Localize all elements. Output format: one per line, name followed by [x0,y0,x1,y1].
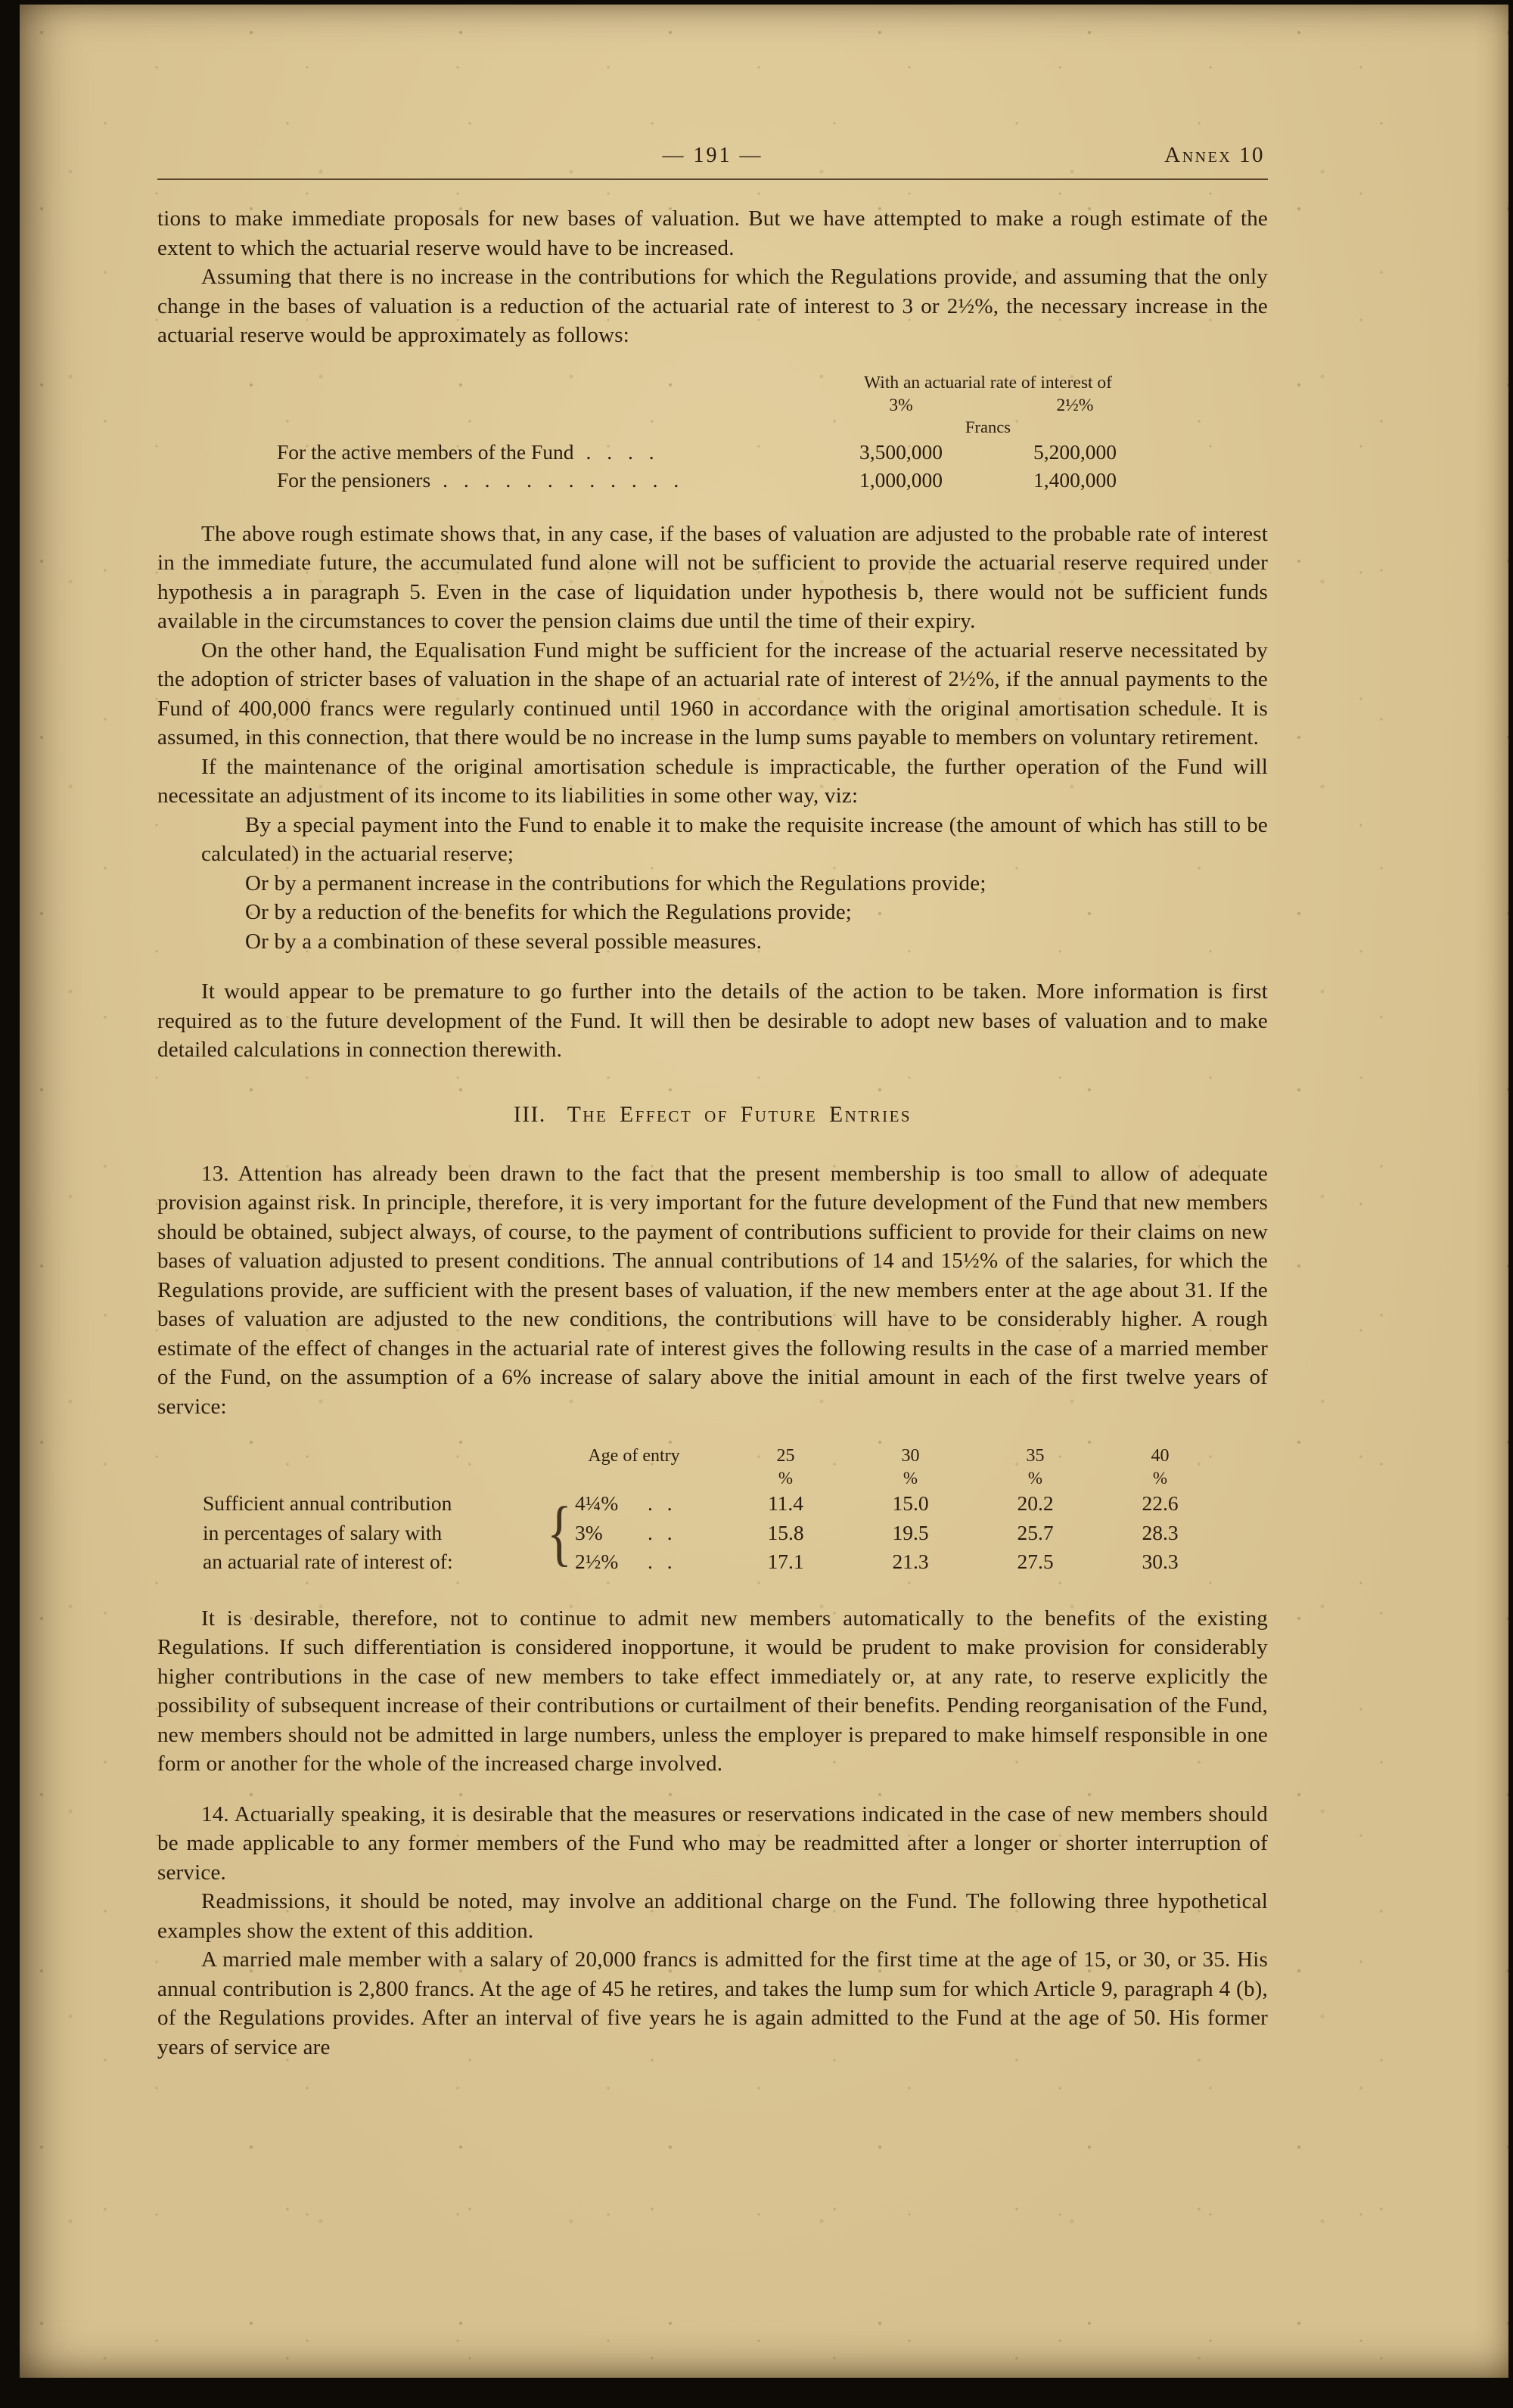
table-cell: 11.4 [767,1491,804,1515]
age-col: 25 [776,1446,795,1466]
table-spacer [203,1468,545,1489]
paragraph-maintenance: If the maintenance of the original amortisation schedule is impracticable, the further operation of the Fund will necessitate an adjustment of its income to its liabilities in some other way, viz: [157,754,1268,808]
table-row-label: an actuarial rate of interest of: [203,1550,453,1573]
table-cell: 25.7 [1017,1520,1054,1544]
table-spacer [575,1468,723,1489]
table-cell: 30.3 [1142,1550,1179,1573]
age-col: 40 [1151,1446,1170,1466]
paragraph-13: 13. Attention has already been drawn to the fact that the present membership is too small to allow of adequate provision against risk. In principle, therefore, it is very important for the future development of the Fund that new members should be obtained, subject always, of course, to the payment of contributions sufficient to provide for their claims on new bases of valuation adjusted to present conditions. The annual contributions of 14 and 15½% of the salaries, for which the Regulations provide, are sufficient with the present bases of valuation, if the new members enter at the age about 31. If the bases of valuation are adjusted to the new conditions, the contributions will have to be considerably higher. A rough estimate of the effect of changes in the actuarial rate of interest gives the following results in the case of a married member of the Fund, on the assumption of a 6% increase of salary above the initial amount in each of the first twelve years of service: [157,1161,1268,1419]
table1-unit-label: Francs [965,417,1011,436]
table-cell: 20.2 [1017,1491,1054,1515]
row-label-text: For the active members of the Fund [277,439,574,464]
age-col: 35 [1026,1446,1045,1466]
table-cell: 5,200,000 [1033,439,1117,464]
table-row-label [277,438,814,466]
table-cell: 3,500,000 [859,439,943,464]
table-spacer [277,394,814,417]
paragraph-desirable: It is desirable, therefore, not to continue to admit new members automatically to the benefits of the existing Regulations. If such differentiation is considered inopportune, it would be prudent to make provision for considerably higher contributions in the case of new members to take effect immediately or, at any rate, to reserve explicitly the possibility of subsequent increase of their contributions or curtailment of their benefits. Pending reorganisation of the Fund, new members should not be admitted in large numbers, unless the employer is prepared to make himself responsible in one form or another for the whole of the increased charge involved. [157,1606,1268,1776]
actuarial-reserve-table [277,371,1268,494]
header-rule [157,178,1268,180]
age-of-entry-header: Age of entry [588,1446,680,1466]
list-item: Or by a reduction of the benefits for which the Regulations provide; [245,900,853,924]
brace-glyph: { [547,1491,573,1574]
list-item: Or by a a combination of these several possible measures. [245,929,763,954]
paragraph-above-estimate: The above rough estimate shows that, in any case, if the bases of valuation are adjusted to the probable rate of interest in the immediate future, the accumulated fund alone will not be sufficient to provide the actuarial reserve required under hypothesis a in paragraph 5. Even in the case of liquidation under hypothesis b, there would not be sufficient funds available in the circumstances to cover the pension claims due until the time of their expiry. [157,521,1268,633]
text-column [157,5,1268,2062]
paragraph-other-hand: On the other hand, the Equalisation Fund might be sufficient for the increase of the actuarial reserve necessitated by the adoption of stricter bases of valuation in the shape of an actuarial rate of interest of 2½%, if the annual payments to the Fund of 400,000 francs were regularly continued until 1960 in accordance with the original amortisation schedule. It is assumed, in this connection, that there would be no increase in the lump sums payable to members on voluntary retirement. [157,638,1268,749]
section-title: The Effect of Future Entries [567,1102,912,1127]
table1-col-3pct: 3% [889,395,913,415]
table-cell: 17.1 [767,1550,804,1573]
table-cell: 22.6 [1142,1491,1179,1515]
list-item: Or by a permanent increase in the contributions for which the Regulations provide; [245,870,986,895]
paragraph-assuming: Assuming that there is no increase in the contributions for which the Regulations provide, and assuming that the only change in the bases of valuation is a reduction of the actuarial rate of interest to 3 or 2½%, the necessary increase in the actuarial reserve would be approximately as follows: [157,265,1268,347]
table-row-label: Sufficient annual contribution [203,1491,452,1515]
contribution-rate-table [203,1444,1268,1577]
paragraph-continuation: tions to make immediate proposals for new bases of valuation. But we have attempted to make a rough estimate of the extent to which the actuarial reserve would have to be increased. [157,206,1268,260]
table-spacer [277,371,814,394]
paragraph-married: A married male member with a salary of 20,000 francs is admitted for the first time at the age of 15, or 30, or 35. His annual contribution is 2,800 francs. At the age of 45 he retires, and takes the lump sum for which Article 9, paragraph 4 (b), of the Regulations provides. After an interval of five years he is again admitted to the Fund at the age of 50. His former years of service are [157,1947,1268,2059]
table-cell: 28.3 [1142,1520,1179,1544]
list-item: By a special payment into the Fund to enable it to make the requisite increase (the amount of which has still to be calculated) in the actuarial reserve; [201,812,1268,866]
rate-value: 3% [575,1520,603,1544]
row-label-text: For the pensioners [277,467,431,492]
dot-leader: . . [648,1491,673,1515]
section-heading [157,1103,1268,1128]
paragraph-readmissions: Readmissions, it should be noted, may involve an additional charge on the Fund. The following three hypothetical examples show the extent of this addition. [157,1889,1268,1943]
table-cell: 15.8 [767,1520,804,1544]
dot-leader: . . . . [586,439,654,464]
table-cell: 27.5 [1017,1550,1054,1573]
section-number: III. [513,1102,546,1127]
age-col: 30 [901,1446,920,1466]
dot-leader: . . [648,1550,673,1573]
rate-label [575,1547,723,1577]
rate-label [575,1489,723,1519]
table1-header: With an actuarial rate of interest of [864,372,1112,393]
rate-value: 4¼% [575,1491,619,1515]
table-cell: 19.5 [892,1520,929,1544]
paragraph-14: 14. Actuarially speaking, it is desirable that the measures or reservations indicated in the case of new members should be made applicable to any former members of the Fund who may be readmitted after a longer or shorter interruption of service. [157,1801,1268,1885]
rate-label [575,1519,723,1548]
percent-sign: % [778,1469,794,1488]
table-spacer [545,1468,575,1489]
rate-value: 2½% [575,1550,619,1573]
dot-leader: . . . . . . . . . . . . [443,467,679,492]
table-cell: 15.0 [892,1491,929,1515]
percent-sign: % [1027,1469,1043,1488]
table-cell: 21.3 [892,1550,929,1573]
table-row-label: in percentages of salary with [203,1520,443,1544]
document-page [20,5,1508,2378]
percent-sign: % [1152,1469,1168,1488]
page-number: — 191 — [662,144,763,167]
page-header [157,144,1268,175]
percent-sign: % [903,1469,918,1488]
dot-leader: . . [648,1520,673,1544]
table-spacer [277,417,814,438]
paragraph-premature: It would appear to be premature to go further into the details of the action to be taken. More information is first required as to the future development of the Fund. It will then be desirable to adopt new bases of valuation and to make detailed calculations in connection therewith. [157,979,1268,1062]
table-cell: 1,000,000 [859,467,943,492]
table-spacer [203,1444,545,1468]
table1-col-2half-pct: 2½% [1056,395,1094,415]
table-row-label [277,466,814,494]
table-cell: 1,400,000 [1033,467,1117,492]
annex-label: Annex 10 [1164,143,1265,167]
